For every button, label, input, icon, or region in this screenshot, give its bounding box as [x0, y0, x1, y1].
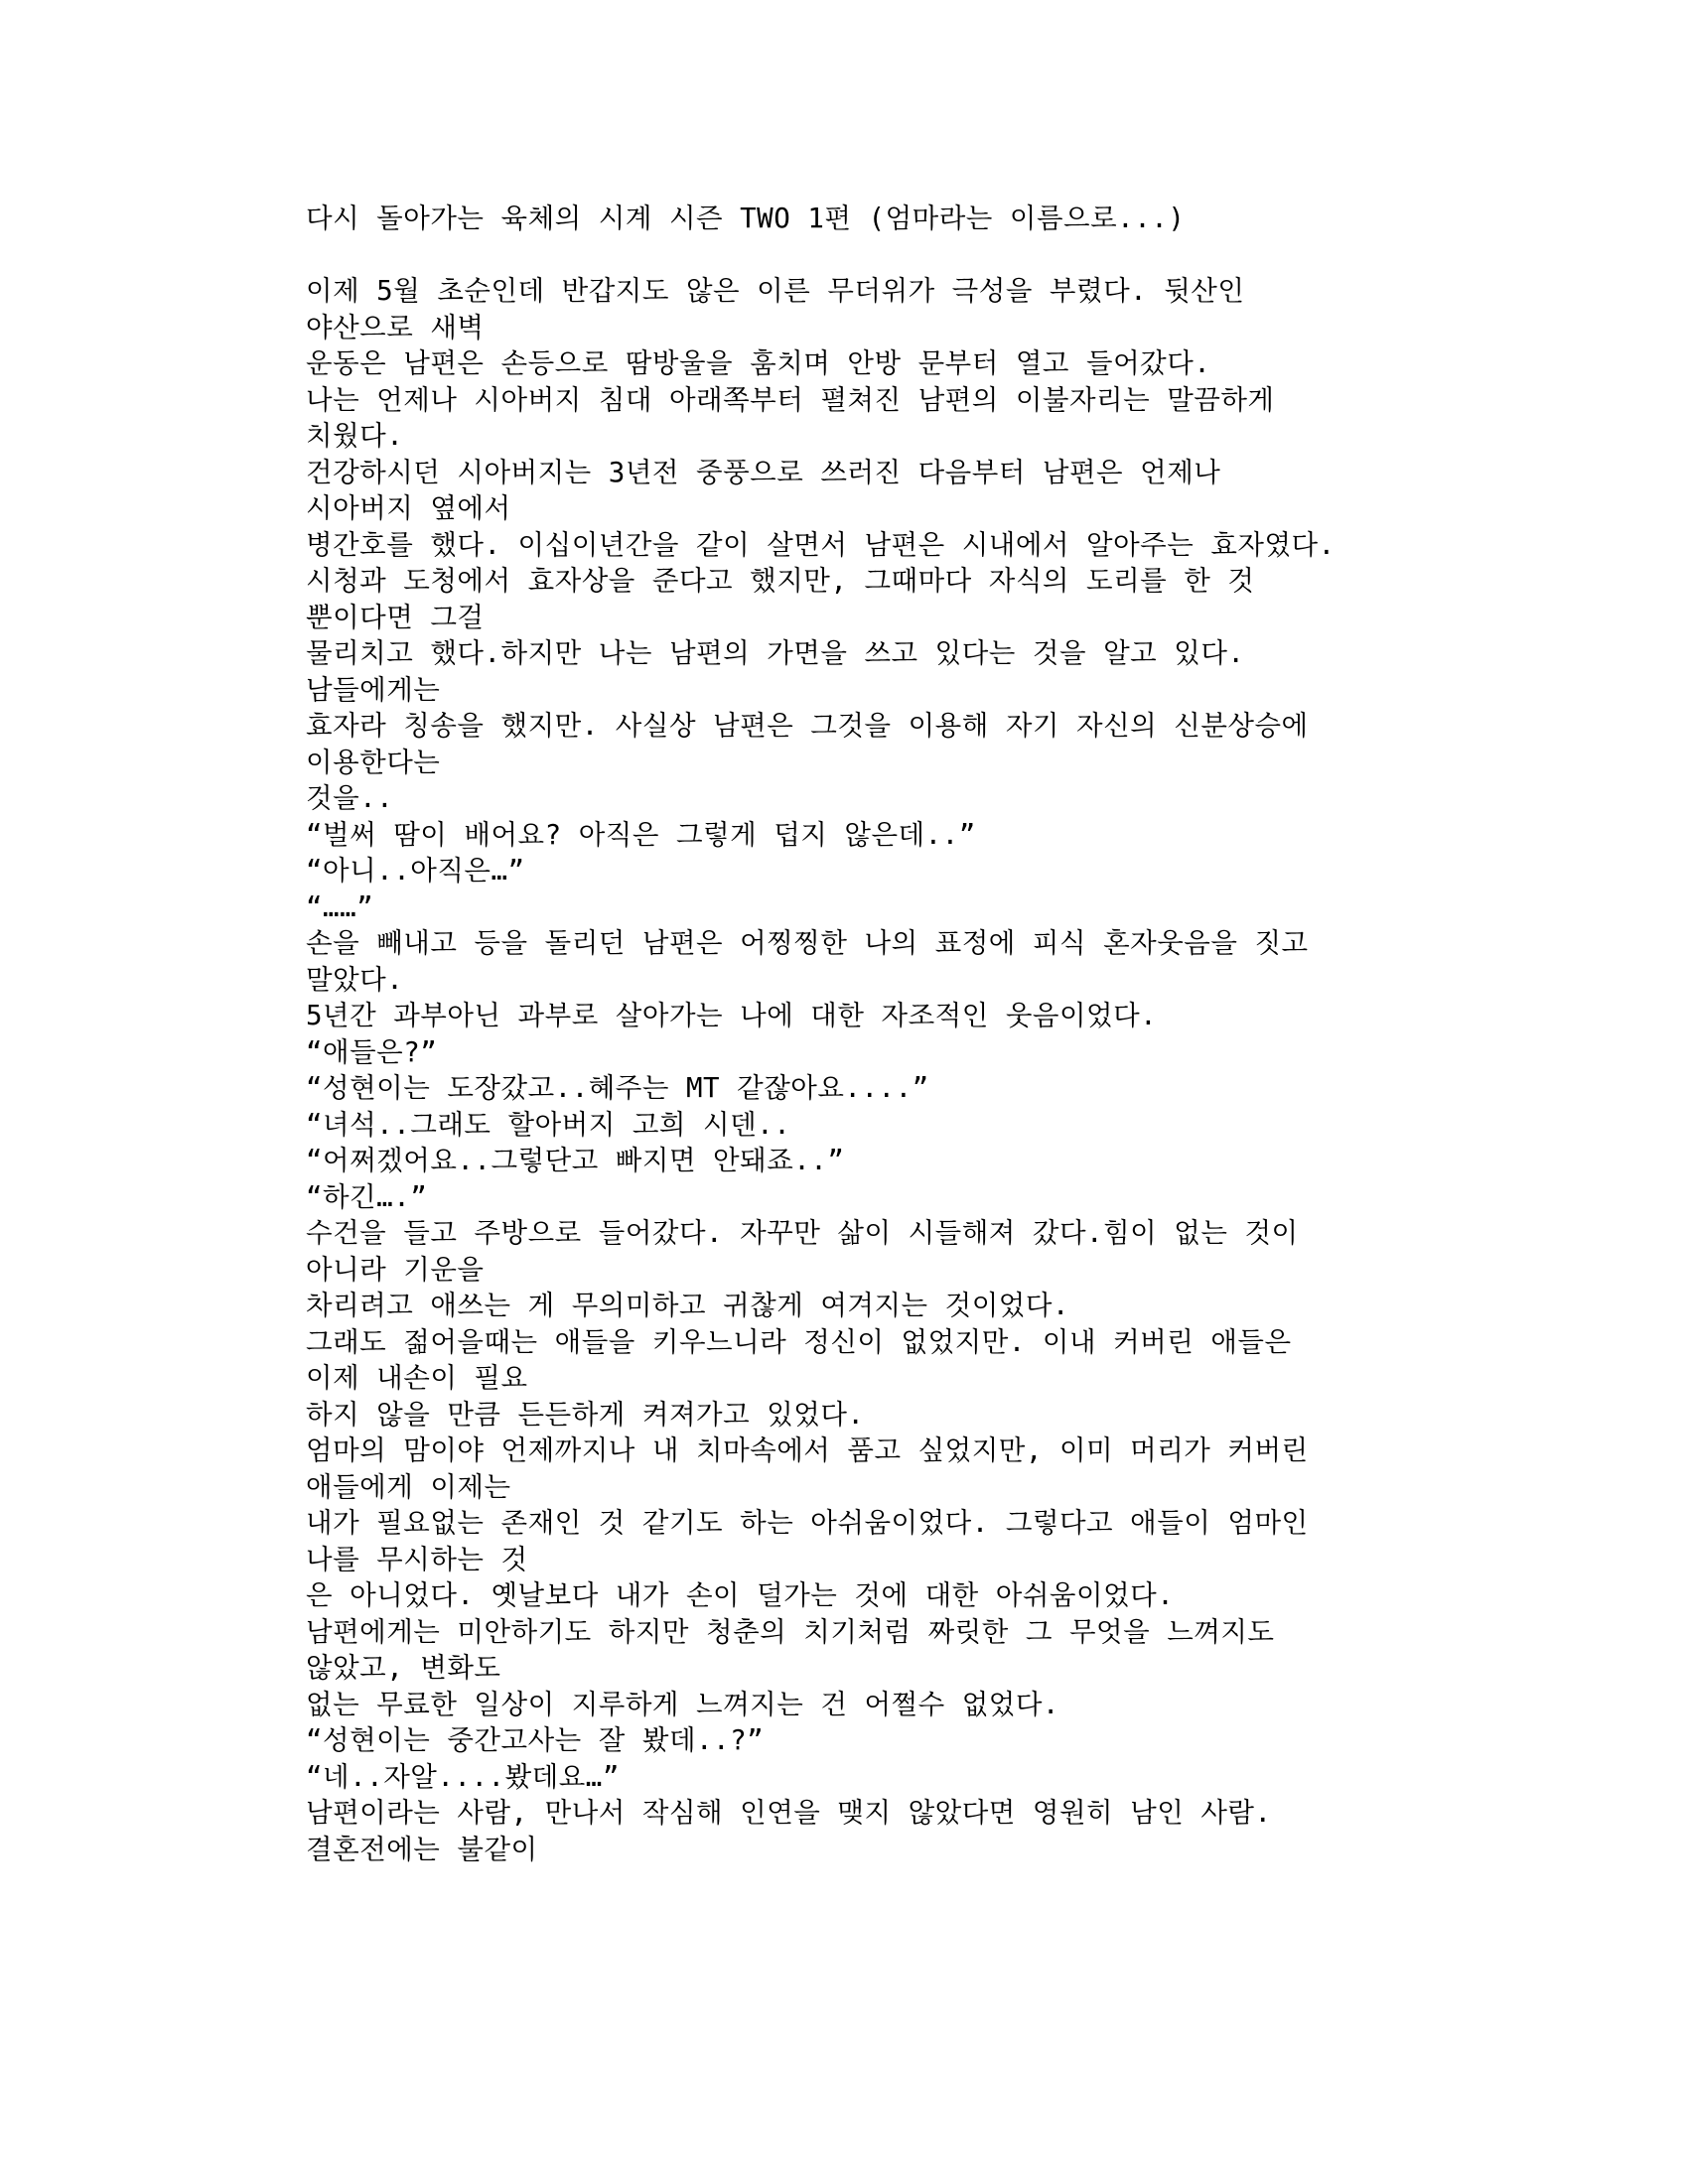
text-line: “성현이는 중간고사는 잘 봤데..?”	[306, 1724, 765, 1756]
text-line: “어쩌겠어요..그렇단고 빠지면 안돼죠..”	[306, 1145, 845, 1176]
text-line: “……”	[306, 890, 374, 923]
text-line: 엄마의 맘이야 언제까지나 내 치마속에서 품고 싶었지만, 이미 머리가 커버린	[306, 1434, 1309, 1466]
text-line: 하지 않을 만큼 든든하게 켜져가고 있었다.	[306, 1398, 865, 1431]
text-line: 은 아니었다. 옛날보다 내가 손이 덜가는 것에 대한 아쉬움이었다.	[306, 1579, 1175, 1611]
text-line: 남편이라는 사람, 만나서 작심해 인연을 맺지 않았다면 영원히 남인 사람.	[306, 1797, 1272, 1829]
text-line: 시아버지 옆에서	[306, 492, 511, 524]
text-line: 손을 빼내고 등을 돌리던 남편은 어찡찡한 나의 표정에 피식 혼자웃음을 짓고	[306, 927, 1309, 959]
text-line: 결혼전에는 불같이	[306, 1833, 538, 1865]
text-line: 5년간 과부아닌 과부로 살아가는 나에 대한 자조적인 웃음이었다.	[306, 1000, 1158, 1031]
text-line: 말았다.	[306, 963, 404, 996]
text-line: “하긴….”	[306, 1180, 428, 1213]
text-line: “벌써 땀이 배어요? 아직은 그렇게 덥지 않은데..”	[306, 818, 976, 851]
text-line: 아니라 기운을	[306, 1253, 485, 1286]
text-line: “성현이는 도장갔고..혜주는 MT 같잖아요....”	[306, 1072, 929, 1104]
text-line: 뿐이다면 그걸	[306, 601, 485, 633]
text-line: 치웠다.	[306, 420, 404, 452]
text-line: 운동은 남편은 손등으로 땀방울을 훔치며 안방 문부터 열고 들어갔다.	[306, 347, 1211, 379]
text-line: 내가 필요없는 존재인 것 같기도 하는 아쉬움이었다. 그렇다고 애들이 엄마인	[306, 1507, 1309, 1539]
text-line: 물리치고 했다.하지만 나는 남편의 가면을 쓰고 있다는 것을 알고 있다.	[306, 637, 1245, 669]
text-line: 없는 무료한 일상이 지루하게 느껴지는 건 어쩔수 없었다.	[306, 1688, 1059, 1720]
text-line: 것을..	[306, 782, 394, 814]
text-line: 시청과 도청에서 효자상을 준다고 했지만, 그때마다 자식의 도리를 한 것	[306, 565, 1255, 597]
text-line: 수건을 들고 주방으로 들어갔다. 자꾸만 삶이 시들해져 갔다.힘이 없는 것이	[306, 1217, 1299, 1249]
text-line: 남들에게는	[306, 673, 441, 706]
text-line: 않았고, 변화도	[306, 1652, 501, 1684]
text-line: 이용한다는	[306, 746, 441, 778]
text-line: 남편에게는 미안하기도 하지만 청춘의 치기처럼 짜릿한 그 무엇을 느껴지도	[306, 1615, 1275, 1648]
text-line: “녀석..그래도 할아버지 고희 시덴..	[306, 1108, 791, 1141]
text-line: 이제 5월 초순인데 반갑지도 않은 이른 무더위가 극성을 부렸다. 뒷산인	[306, 275, 1245, 307]
text-line: 그래도 젊어을때는 애들을 키우느니라 정신이 없었지만. 이내 커버린 애들은	[306, 1325, 1292, 1358]
text-line: 야산으로 새벽	[306, 311, 485, 343]
document-title: 다시 돌아가는 육체의 시계 시즌 TWO 1편 (엄마라는 이름으로...)	[306, 203, 1186, 234]
text-line: “네..자알....봤데요…”	[306, 1760, 620, 1793]
text-line: 이제 내손이 필요	[306, 1362, 528, 1394]
text-line: 병간호를 했다. 이십이년간을 같이 살면서 남편은 시내에서 알아주는 효자였다.	[306, 528, 1336, 561]
text-line: “아니..아직은…”	[306, 855, 525, 887]
text-line: 나를 무시하는 것	[306, 1543, 528, 1575]
text-line: 애들에게 이제는	[306, 1470, 511, 1503]
text-line: 효자라 칭송을 했지만. 사실상 남편은 그것을 이용해 자기 자신의 신분상승에	[306, 710, 1309, 742]
text-line: 나는 언제나 시아버지 침대 아래쪽부터 펼쳐진 남편의 이불자리는 말끔하게	[306, 383, 1275, 416]
text-line: “애들은?”	[306, 1035, 438, 1068]
document-text	[306, 273, 1418, 1867]
document-body	[306, 201, 1418, 1867]
text-line: 건강하시던 시아버지는 3년전 중풍으로 쓰러진 다음부터 남편은 언제나	[306, 456, 1221, 488]
text-line: 차리려고 애쓰는 게 무의미하고 귀찮게 여겨지는 것이었다.	[306, 1290, 1069, 1321]
